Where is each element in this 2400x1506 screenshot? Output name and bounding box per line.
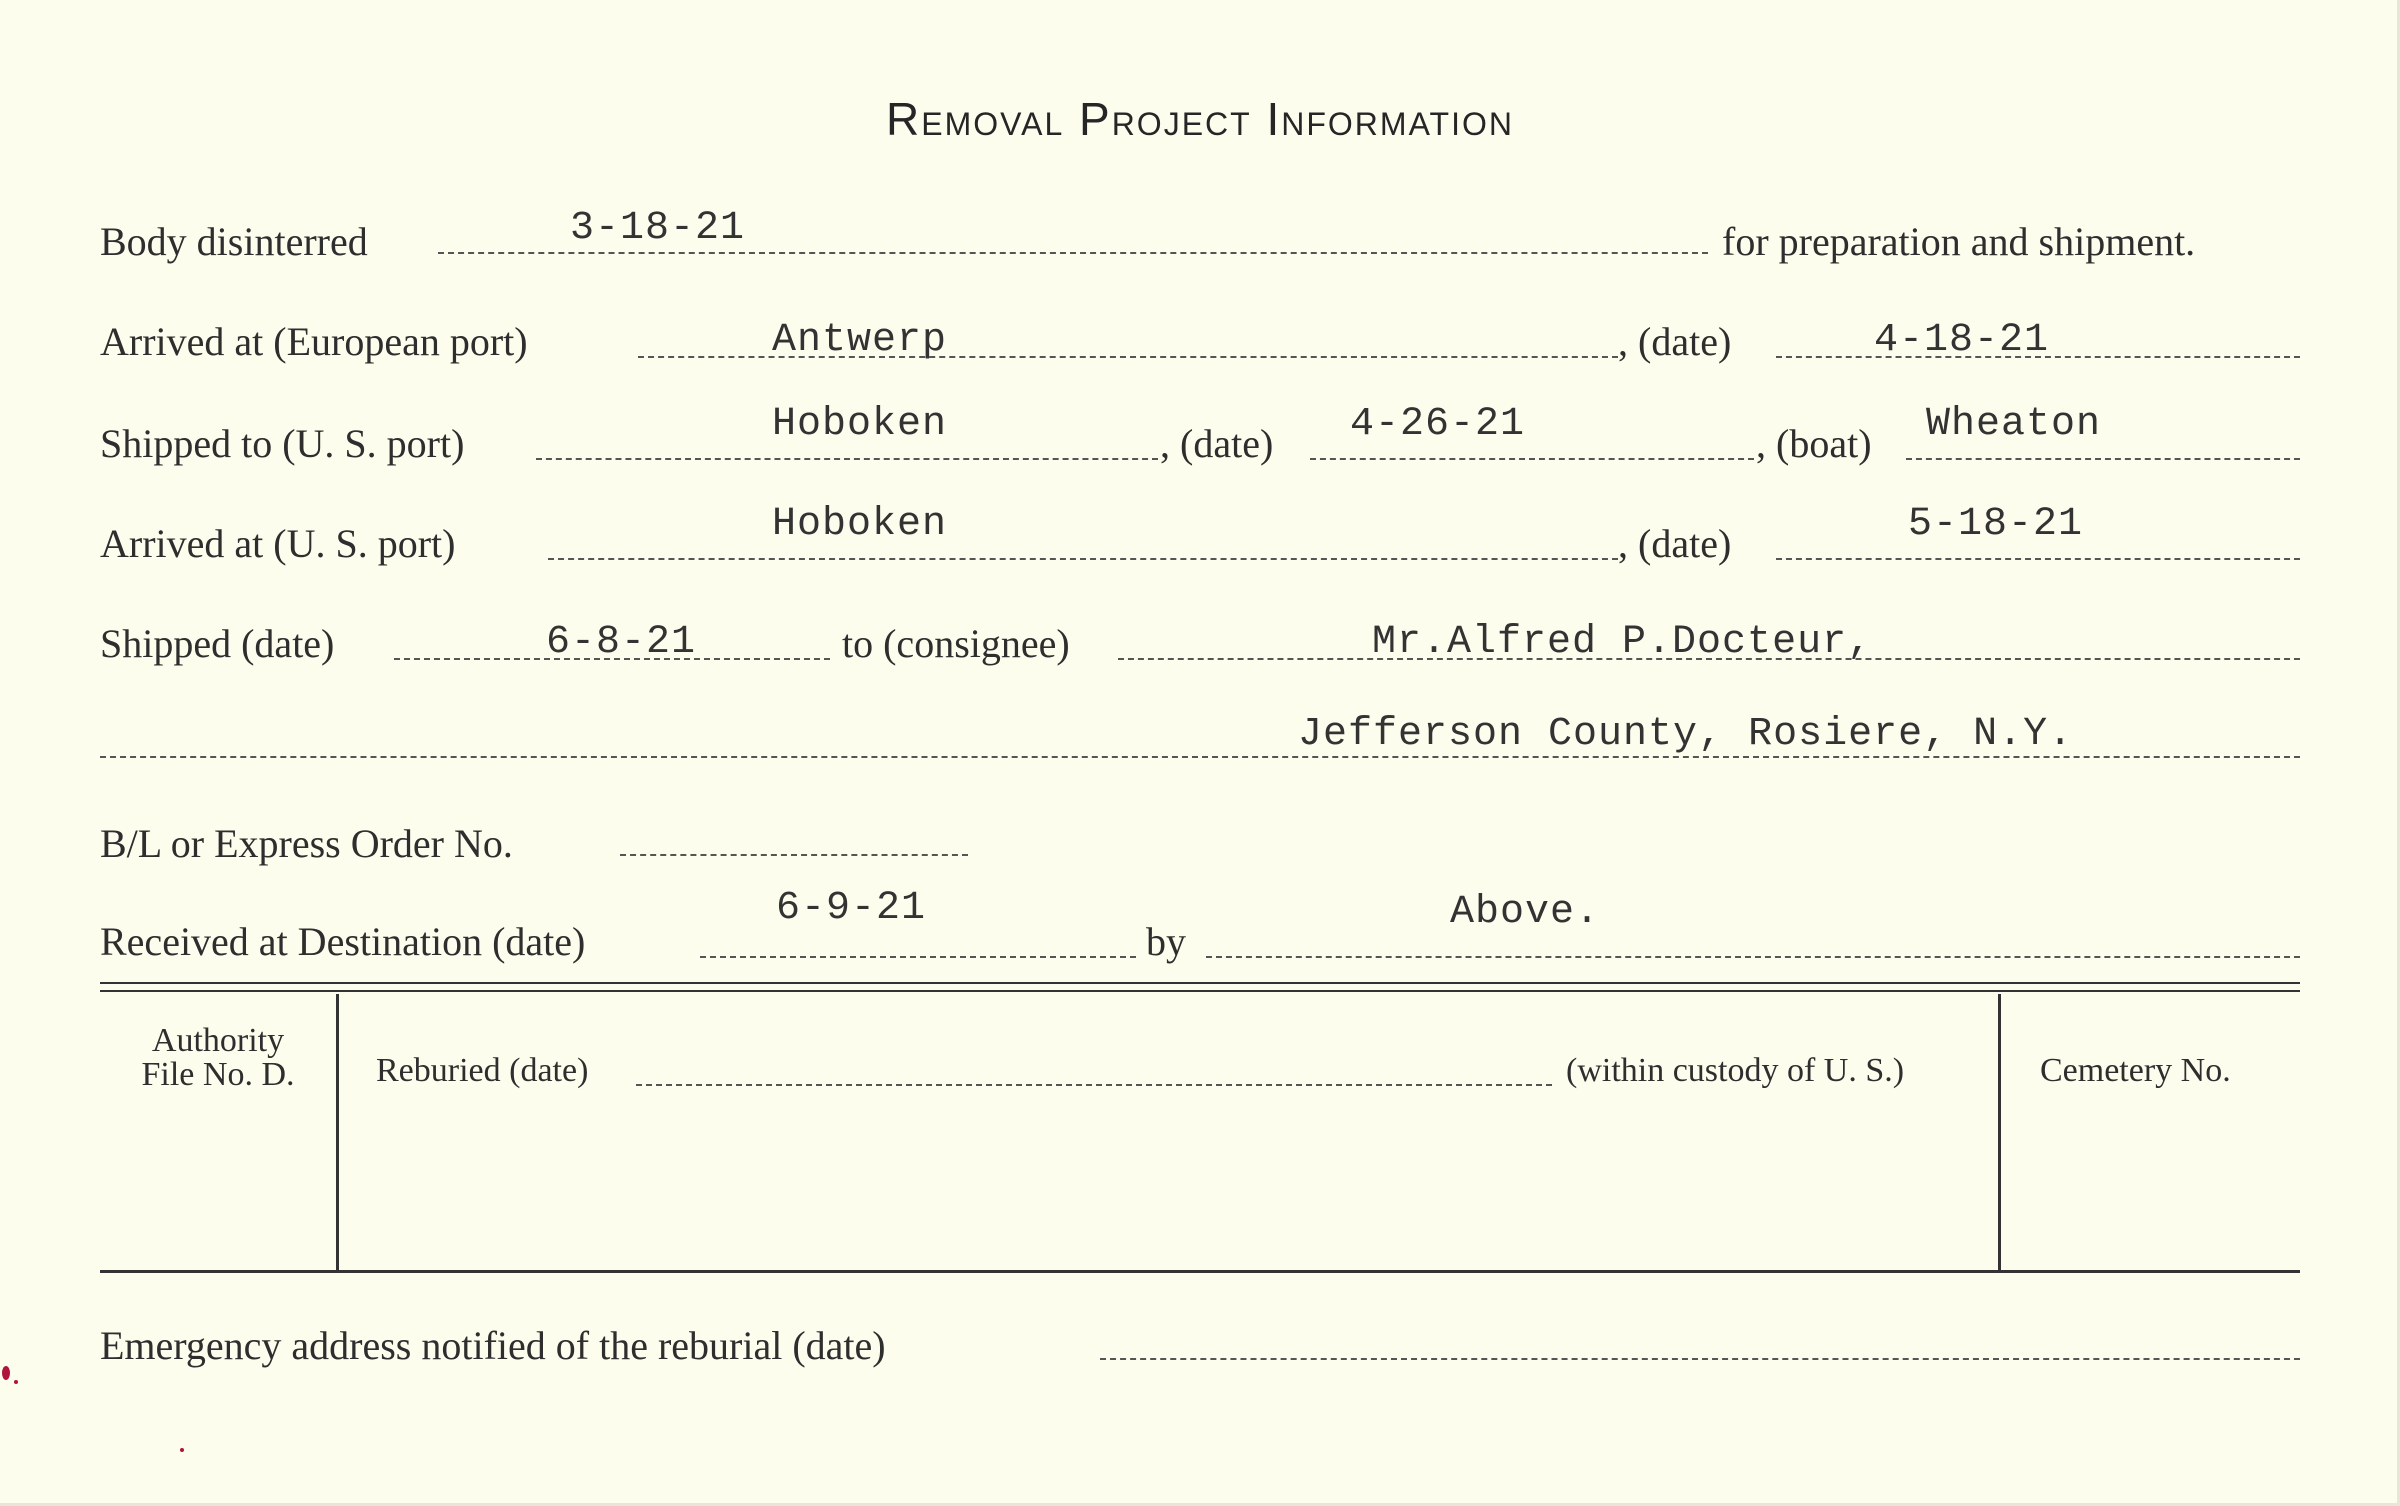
shipped-date-label: Shipped (date): [100, 621, 335, 666]
arrived-us-date-line: [1776, 558, 2300, 560]
arrived-us-date-label: , (date): [1618, 521, 1732, 566]
received-label: Received at Destination (date): [100, 919, 586, 964]
consignee-label: to (consignee): [842, 621, 1070, 666]
emergency-line: [1100, 1358, 2300, 1360]
reburied-label: Reburied (date): [376, 1052, 589, 1089]
emergency-label: Emergency address notified of the reburial (date): [100, 1323, 886, 1368]
shipped-date-value: 6-8-21: [546, 620, 697, 665]
authority-label: Authority: [151, 1022, 285, 1059]
received-by-line: [1206, 956, 2300, 958]
shipped-us-boat-label: , (boat): [1756, 421, 1872, 466]
arrived-european-date-label: , (date): [1618, 319, 1732, 364]
shipped-us-date-label: , (date): [1160, 421, 1274, 466]
arrived-us-date: 5-18-21: [1908, 502, 2084, 547]
shipped-us-port: Hoboken: [772, 402, 948, 447]
authority-column-divider: [336, 994, 339, 1270]
bl-label: B/L or Express Order No.: [100, 821, 513, 866]
table-top-rule-2: [100, 990, 2300, 992]
body-disinterred-value: 3-18-21: [570, 206, 746, 251]
body-disinterred-suffix: for preparation and shipment.: [1722, 219, 2196, 264]
arrived-us-port: Hoboken: [772, 502, 948, 547]
shipped-us-date-line: [1310, 458, 1754, 460]
file-no-label: File No. D.: [141, 1056, 295, 1093]
ink-speck: [14, 1380, 18, 1384]
bl-line: [620, 854, 968, 856]
reburied-line: [636, 1084, 1552, 1086]
arrived-european-port: Antwerp: [772, 318, 948, 363]
shipped-us-boat: Wheaton: [1926, 402, 2102, 447]
consignee-name: Mr.Alfred P.Docteur,: [1372, 620, 1873, 665]
authority-header: [100, 1024, 336, 1092]
body-disinterred-line: [438, 252, 1708, 254]
received-date: 6-9-21: [776, 886, 927, 931]
arrived-us-label: Arrived at (U. S. port): [100, 521, 456, 566]
form-title: Removal Project Information: [886, 93, 1514, 145]
arrived-european-date: 4-18-21: [1874, 318, 2050, 363]
shipped-us-label: Shipped to (U. S. port): [100, 421, 465, 466]
received-by: Above.: [1450, 890, 1601, 935]
table-top-rule: [100, 982, 2300, 984]
shipped-us-port-line: [536, 458, 1158, 460]
custody-label: (within custody of U. S.): [1566, 1052, 1905, 1089]
shipped-us-boat-line: [1906, 458, 2300, 460]
consignee-address: Jefferson County, Rosiere, N.Y.: [1298, 712, 2074, 757]
received-date-line: [700, 956, 1136, 958]
body-disinterred-label: Body disinterred: [100, 219, 368, 264]
table-bottom-rule: [100, 1270, 2300, 1273]
arrived-us-port-line: [548, 558, 1618, 560]
cemetery-column-divider: [1998, 994, 2001, 1270]
ink-stain: [2, 1366, 10, 1380]
cemetery-label: Cemetery No.: [2040, 1052, 2231, 1089]
received-by-label: by: [1146, 919, 1186, 964]
arrived-european-label: Arrived at (European port): [100, 319, 528, 364]
shipped-us-date: 4-26-21: [1350, 402, 1526, 447]
ink-speck: [180, 1448, 184, 1452]
